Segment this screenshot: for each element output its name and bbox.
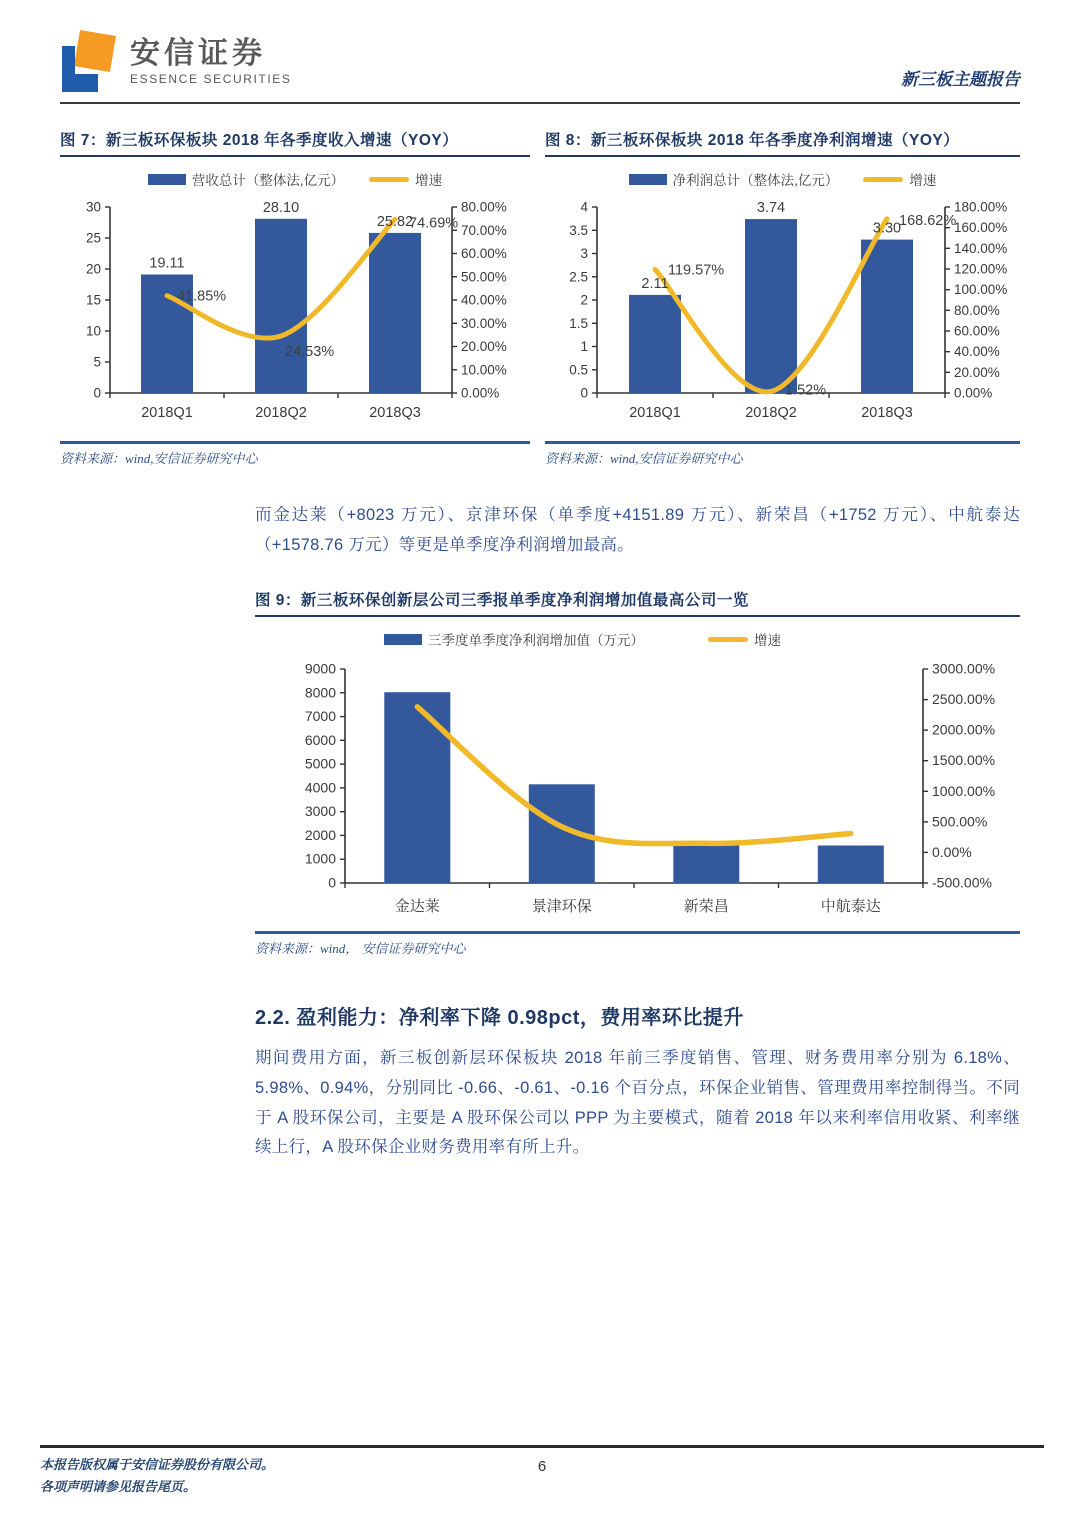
svg-text:3.30: 3.30 [872, 220, 902, 237]
svg-text:60.00%: 60.00% [461, 246, 507, 261]
legend-bar-label: 三季度单季度净利润增加值（万元） [428, 633, 644, 649]
svg-text:2.11: 2.11 [641, 275, 669, 292]
svg-text:140.00%: 140.00% [954, 240, 1008, 256]
svg-text:60.00%: 60.00% [954, 323, 1000, 339]
svg-text:新荣昌: 新荣昌 [683, 898, 729, 916]
svg-text:40.00%: 40.00% [954, 344, 1000, 360]
page-footer [40, 1445, 1044, 1498]
figure-9 [255, 588, 1020, 957]
svg-text:2000: 2000 [304, 827, 336, 844]
figure-8-source: 资料来源：wind,安信证券研究中心 [545, 441, 1020, 467]
brand-text [130, 38, 292, 86]
svg-text:160.00%: 160.00% [954, 220, 1008, 236]
brand-name-en: ESSENCE SECURITIES [130, 71, 292, 86]
legend-line-label: 增速 [415, 173, 443, 188]
svg-text:0.00%: 0.00% [932, 844, 972, 861]
svg-text:金达莱: 金达莱 [394, 898, 440, 916]
figure-9-source: 资料来源：wind， 安信证券研究中心 [255, 931, 1020, 957]
svg-text:15: 15 [85, 292, 101, 308]
svg-text:6000: 6000 [304, 732, 336, 749]
svg-text:120.00%: 120.00% [954, 261, 1008, 277]
svg-text:2018Q2: 2018Q2 [255, 405, 307, 421]
figure-row [60, 128, 1020, 467]
footer-legal-line2: 各项声明请参见报告尾页。 [40, 1479, 197, 1495]
svg-text:3: 3 [580, 246, 588, 261]
legend-item-line [708, 629, 781, 649]
svg-text:5: 5 [93, 354, 101, 370]
svg-text:1500.00%: 1500.00% [932, 752, 996, 769]
body-paragraph-2: 期间费用方面，新三板创新层环保板块 2018 年前三季度销售、管理、财务费用率分别为 6.18%、5.98%、0.94%，分别同比 -0.66、-0.61、-0.16 个百分点，环保企业销售、管理费用率控制得当。不同于 A 股环保公司，主要是 A 股环保公司以 PPP 为主要模式，随着 2018 年以来利率信用收紧、利率继续上行，A 股环保企业财务费用率有所上升。 [255, 1049, 1020, 1157]
svg-text:25.82: 25.82 [376, 213, 414, 230]
svg-text:2000.00%: 2000.00% [932, 721, 996, 738]
legend-item-line [863, 169, 936, 189]
line-swatch-icon [863, 177, 903, 182]
figure-9-chart [255, 653, 1020, 923]
svg-text:20: 20 [85, 261, 101, 277]
svg-text:1.52%: 1.52% [785, 382, 827, 399]
brand-logo-block [60, 30, 292, 94]
footer-legal-line1: 本报告版权属于安信证券股份有限公司。 [40, 1457, 275, 1472]
svg-text:40.00%: 40.00% [461, 292, 507, 308]
legend-bar-label: 净利润总计（整体法,亿元） [672, 173, 839, 188]
svg-text:0: 0 [93, 385, 101, 401]
svg-text:7000: 7000 [304, 708, 336, 725]
svg-text:2018Q3: 2018Q3 [861, 405, 913, 421]
essence-cube-logo-icon [60, 30, 118, 94]
bar-swatch-icon [148, 174, 186, 185]
svg-text:景津环保: 景津环保 [531, 898, 592, 916]
figure-8-caption: 图 8：新三板环保板块 2018 年各季度净利润增速（YOY） [545, 128, 1020, 157]
report-type-label: 新三板主题报告 [901, 70, 1020, 89]
svg-text:19.11: 19.11 [149, 255, 185, 272]
svg-text:30.00%: 30.00% [461, 315, 507, 331]
body-paragraph-1: 而金达莱（+8023 万元）、京津环保（单季度+4151.89 万元）、新荣昌（+1752 万元）、中航泰达（+1578.76 万元）等更是单季度净利润增加最高。 [255, 506, 1020, 554]
fig9-svg [255, 653, 1020, 923]
svg-text:2018Q1: 2018Q1 [141, 405, 193, 421]
svg-text:180.00%: 180.00% [954, 199, 1008, 215]
line-swatch-icon [369, 177, 409, 182]
svg-text:4000: 4000 [304, 779, 336, 796]
section-heading-2-2: 2.2. 盈利能力：净利率下降 0.98pct，费用率环比提升 [255, 1007, 744, 1030]
figure-7 [60, 128, 530, 467]
svg-text:0: 0 [328, 874, 336, 891]
svg-text:20.00%: 20.00% [461, 339, 507, 354]
svg-text:4: 4 [580, 199, 588, 215]
legend-line-label: 增速 [909, 173, 937, 188]
figure-7-legend [60, 169, 530, 189]
svg-text:28.10: 28.10 [262, 199, 300, 216]
brand-name-cn: 安信证券 [130, 37, 266, 71]
page-header [60, 0, 1020, 104]
bar-swatch-icon [629, 174, 667, 185]
svg-text:0: 0 [580, 385, 588, 401]
svg-text:70.00%: 70.00% [461, 222, 507, 238]
figure-7-caption: 图 7：新三板环保板块 2018 年各季度收入增速（YOY） [60, 128, 530, 157]
svg-text:3.5: 3.5 [569, 222, 588, 238]
svg-text:2018Q2: 2018Q2 [745, 405, 797, 421]
svg-text:1000.00%: 1000.00% [932, 783, 996, 800]
figure-9-legend [200, 629, 965, 649]
legend-item-bar [384, 629, 644, 649]
figure-7-chart [60, 193, 530, 433]
legend-item-bar [148, 169, 344, 189]
svg-text:-500.00%: -500.00% [932, 874, 992, 891]
figure-8 [545, 128, 1020, 467]
fig7-svg [60, 193, 530, 433]
svg-text:1000: 1000 [304, 851, 336, 868]
svg-text:1: 1 [580, 339, 588, 354]
svg-text:24.53%: 24.53% [285, 344, 335, 360]
line-swatch-icon [708, 637, 748, 642]
figure-9-caption: 图 9：新三板环保创新层公司三季报单季度净利润增加值最高公司一览 [255, 588, 1020, 617]
svg-text:2.5: 2.5 [569, 269, 588, 285]
svg-text:0.00%: 0.00% [461, 385, 500, 401]
svg-text:2500.00%: 2500.00% [932, 691, 996, 708]
svg-text:3.74: 3.74 [756, 200, 786, 217]
svg-text:50.00%: 50.00% [461, 269, 507, 285]
legend-bar-label: 营收总计（整体法,亿元） [191, 173, 345, 188]
svg-text:74.69%: 74.69% [409, 215, 459, 232]
svg-text:1.5: 1.5 [569, 315, 588, 331]
svg-text:8000: 8000 [304, 684, 336, 701]
svg-text:168.62%: 168.62% [899, 212, 957, 229]
svg-text:41.85%: 41.85% [177, 288, 227, 305]
figure-7-source: 资料来源：wind,安信证券研究中心 [60, 441, 530, 467]
figure-8-legend [545, 169, 1020, 189]
svg-text:80.00%: 80.00% [954, 302, 1000, 318]
legend-line-label: 增速 [754, 633, 781, 649]
svg-text:2018Q3: 2018Q3 [369, 405, 421, 421]
figure-8-chart [545, 193, 1020, 433]
svg-text:20.00%: 20.00% [954, 364, 1000, 380]
fig8-svg [545, 193, 1020, 433]
svg-text:119.57%: 119.57% [668, 262, 725, 279]
legend-item-line [369, 169, 442, 189]
svg-text:500.00%: 500.00% [932, 813, 988, 830]
svg-text:中航泰达: 中航泰达 [820, 898, 881, 916]
bar-swatch-icon [384, 634, 422, 645]
legend-item-bar [629, 169, 839, 189]
svg-text:80.00%: 80.00% [461, 199, 507, 215]
svg-text:100.00%: 100.00% [954, 282, 1008, 298]
svg-text:10.00%: 10.00% [461, 362, 507, 378]
svg-text:2: 2 [580, 292, 588, 308]
svg-text:5000: 5000 [304, 755, 336, 772]
svg-text:0.00%: 0.00% [954, 385, 993, 401]
svg-text:0.5: 0.5 [569, 362, 588, 378]
svg-text:30: 30 [85, 199, 101, 215]
svg-text:25: 25 [85, 230, 101, 246]
svg-text:10: 10 [85, 323, 101, 339]
svg-text:3000.00%: 3000.00% [932, 660, 996, 677]
svg-text:2018Q1: 2018Q1 [629, 405, 681, 421]
page-number: 6 [537, 1458, 547, 1475]
svg-text:3000: 3000 [304, 803, 336, 820]
svg-text:9000: 9000 [304, 660, 336, 677]
